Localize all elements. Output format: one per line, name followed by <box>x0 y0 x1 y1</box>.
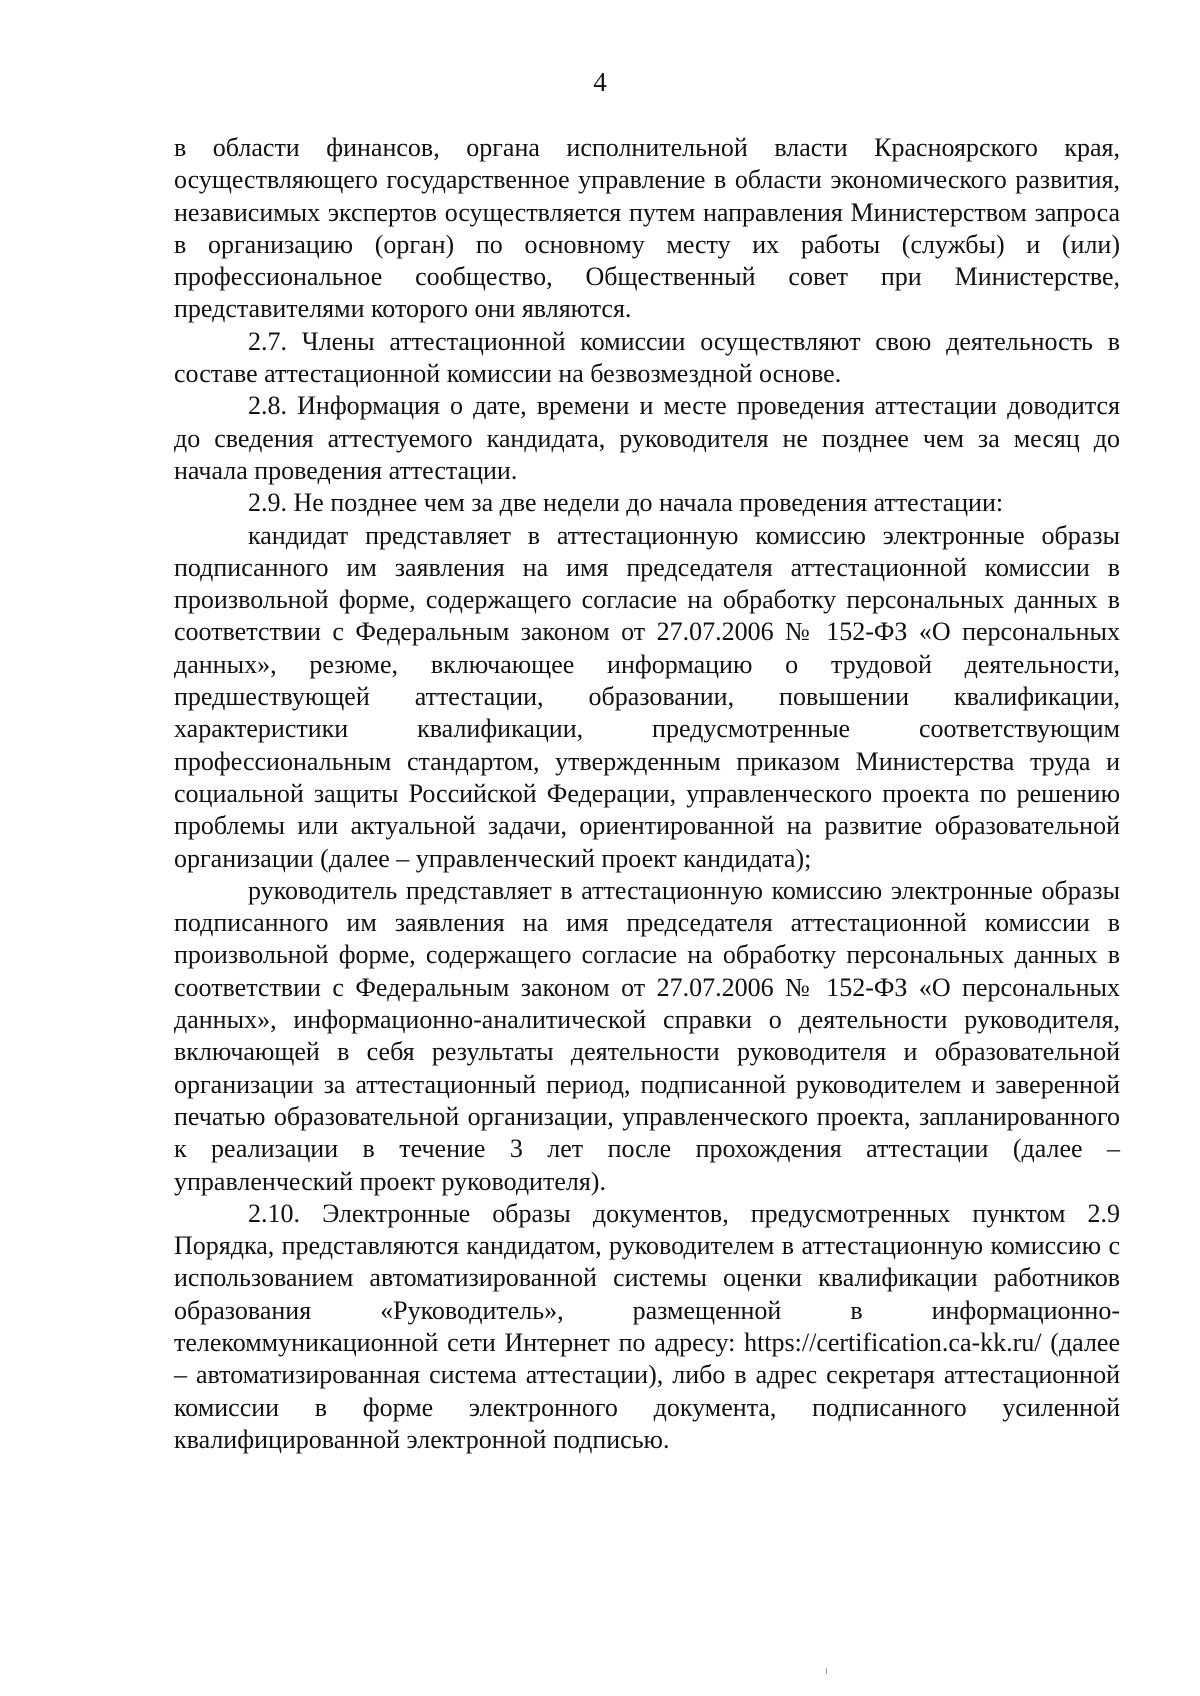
paragraph-2-8: 2.8. Информация о дате, времени и месте проведения аттестации доводится до сведения аттестуемого кандидата, руководителя не позднее чем за месяц до начала проведения аттестации. <box>174 391 1120 485</box>
paragraph-director: руководитель представляет в аттестационную комиссию электронные образы подписанного им заявления на имя председателя аттестационной комиссии в произвольной форме, содержащего согласие на обработку персональных данных в соответствии с Федеральным законом от 27.07.2006 № 152-ФЗ «О персональных данных», информационно-аналитической справки о деятельности руководителя, включающей в себя результаты деятельности руководителя и образовательной организации за аттестационный период, подписанной руководителем и заверенной печатью образовательной организации, управленческого проекта, запланированного к реализации в течение 3 лет после прохождения аттестации (далее – управленческий проект руководителя). <box>174 875 1120 1196</box>
paragraph-2-7: 2.7. Члены аттестационной комиссии осуществляют свою деятельность в составе аттестационной комиссии на безвозмездной основе. <box>174 326 1120 389</box>
paragraph-2-10: 2.10. Электронные образы документов, предусмотренных пунктом 2.9 Порядка, представляются кандидатом, руководителем в аттестационную комиссию с использованием автоматизированной системы оценки квалификации работников образования «Руководитель», размещенной в информационно-телекоммуникационной сети Интернет по адресу: https://certification.ca-kk.ru/ (далее – автоматизированная система аттестации), либо в адрес секретаря аттестационной комиссии в форме электронного документа, подписанного усиленной квалифицированной электронной подписью. <box>174 1198 1120 1454</box>
scan-mark <box>826 1668 827 1674</box>
paragraph-candidate: кандидат представляет в аттестационную комиссию электронные образы подписанного им заявления на имя председателя аттестационной комиссии в произвольной форме, содержащего согласие на обработку персональных данных в соответствии с Федеральным законом от 27.07.2006 № 152-ФЗ «О персональных данных», резюме, включающее информацию о трудовой деятельности, предшествующей аттестации, образовании, повышении квалификации, характеристики квалификации, предусмотренные соответствующим профессиональным стандартом, утвержденным приказом Министерства труда и социальной защиты Российской Федерации, управленческого проекта по решению проблемы или актуальной задачи, ориентированной на развитие образовательной организации (далее – управленческий проект кандидата); <box>174 520 1120 873</box>
paragraph-continuation: в области финансов, органа исполнительной власти Красноярского края, осуществляющего государственное управление в области экономического развития, независимых экспертов осуществляется путем направления Министерством запроса в организацию (орган) по основному месту их работы (службы) и (или) профессиональное сообщество, Общественный совет при Министерстве, представителями которого они являются. <box>174 133 1120 324</box>
paragraph-2-9: 2.9. Не позднее чем за две недели до начала проведения аттестации: <box>248 488 1004 518</box>
document-body <box>174 132 1120 1456</box>
page-number: 4 <box>593 67 607 97</box>
